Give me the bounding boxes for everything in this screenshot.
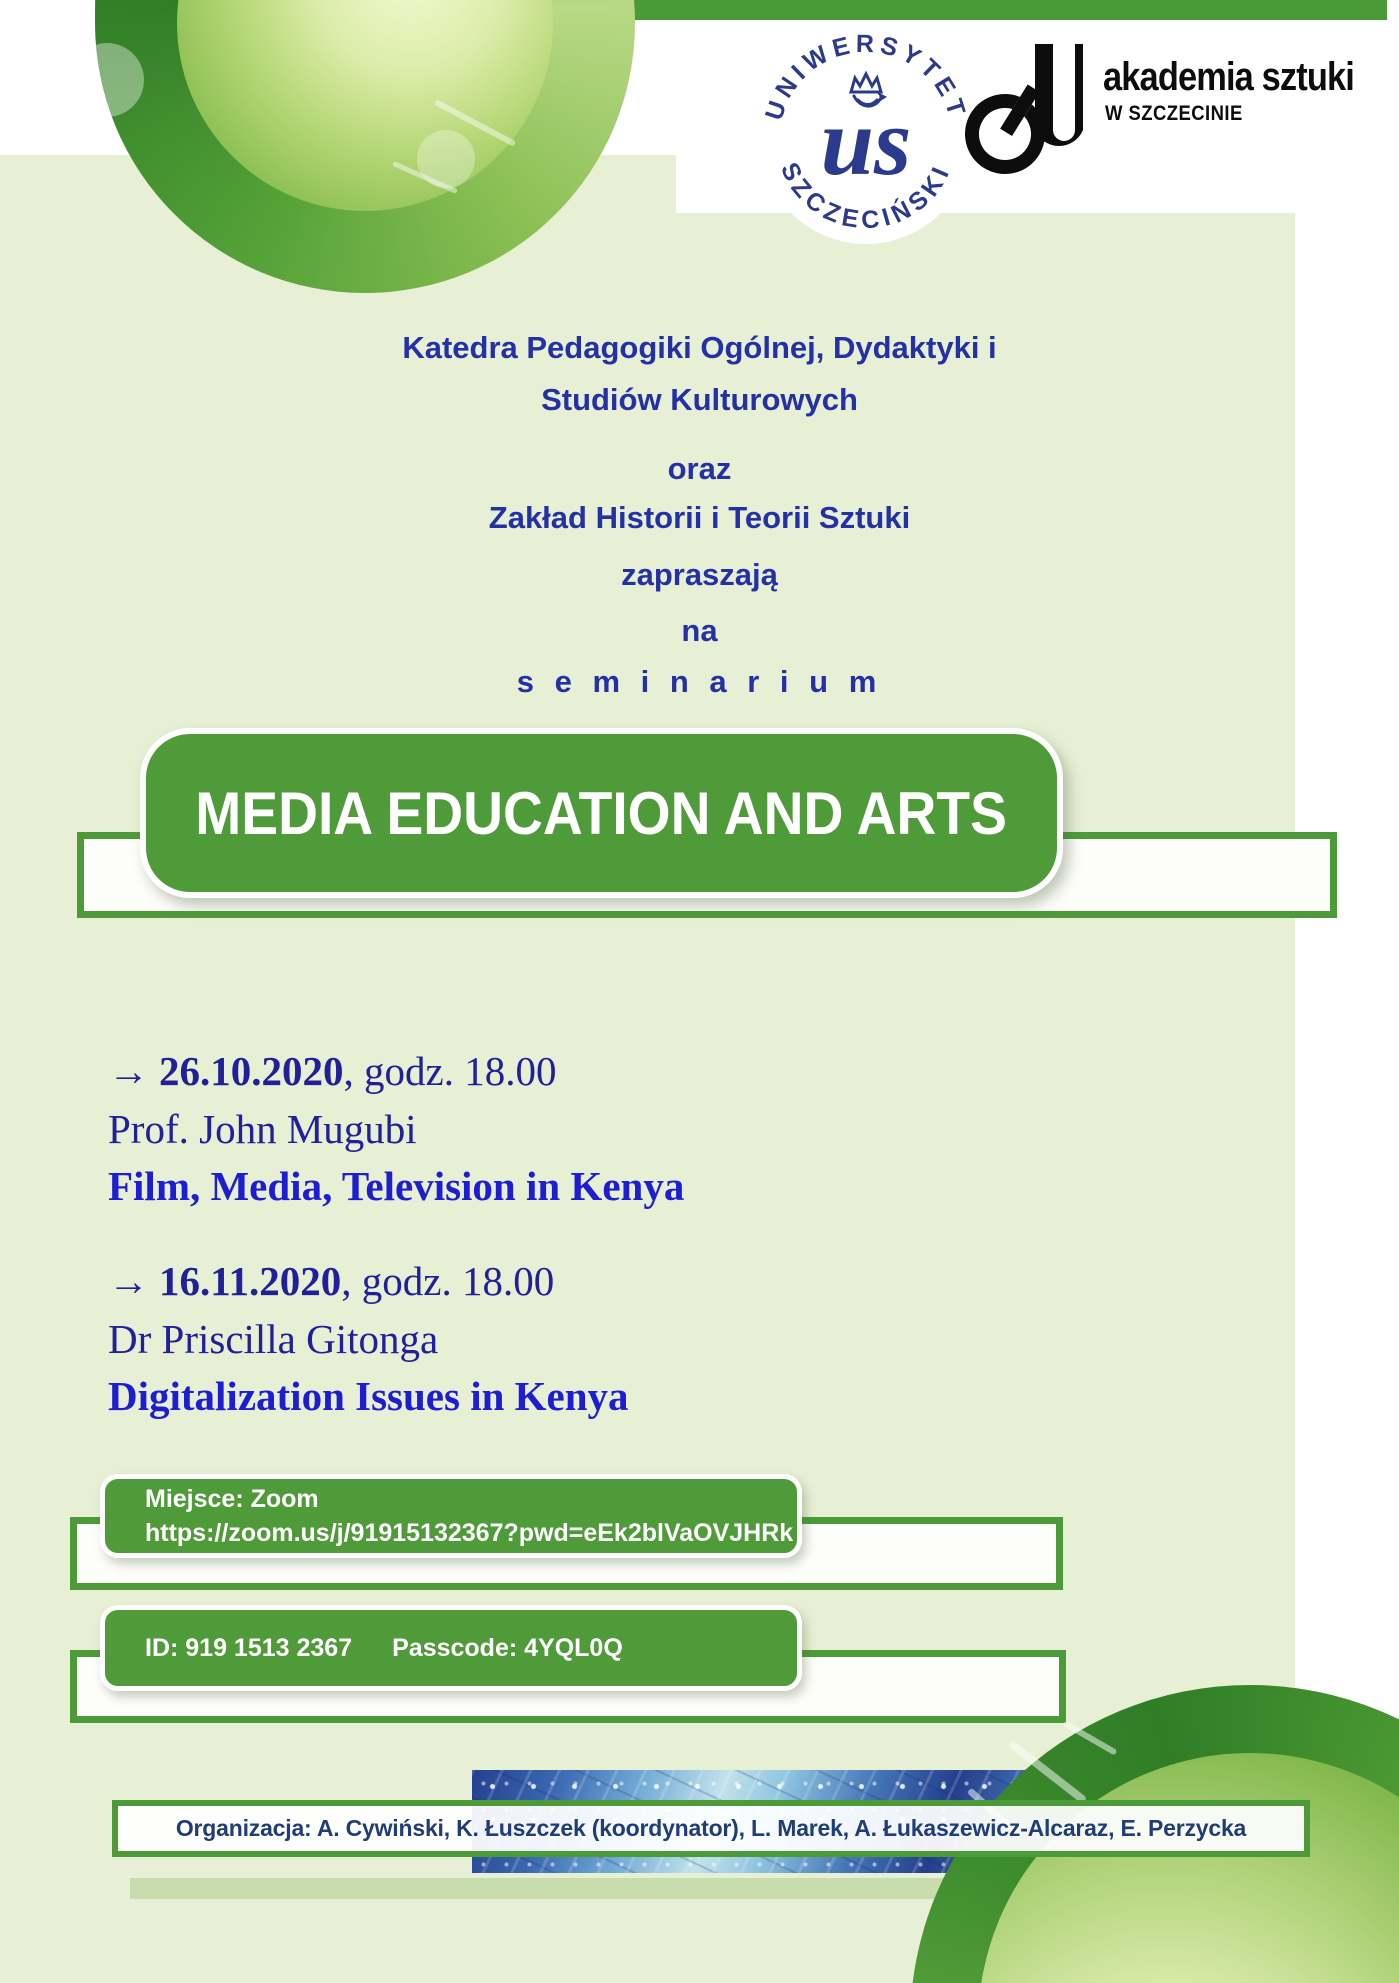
logo-arc-top-text: UNIWERSYTET <box>760 29 972 124</box>
invitation-line-1: Katedra Pedagogiki Ogólnej, Dydaktyki i <box>402 330 997 365</box>
akademia-sztuki-name: akademia sztuki <box>1103 55 1354 99</box>
organizers-text: Organizacja: A. Cywiński, K. Łuszczek (koordynator), L. Marek, A. Łukaszewicz-Alcaraz, E. Perzycka <box>175 1815 1247 1841</box>
event-2-time: , godz. 18.00 <box>341 1258 555 1304</box>
arrow-icon: → <box>108 1258 149 1304</box>
logo-monogram: us <box>820 88 912 195</box>
event-1-date-line <box>108 1047 556 1095</box>
meeting-place-box <box>100 1474 802 1558</box>
invitation-line-zapraszaja: zapraszają <box>621 557 778 592</box>
invitation-line-oraz: oraz <box>667 451 732 486</box>
event-2-speaker: Dr Priscilla Gitonga <box>108 1316 439 1362</box>
event-1-date: 26.10.2020 <box>159 1048 344 1094</box>
event-1-time: , godz. 18.00 <box>343 1048 557 1094</box>
event-2-date: 16.11.2020 <box>159 1258 342 1304</box>
logo-arc-bottom-text: SZCZECIŃSKI <box>775 158 957 235</box>
event-2-date-line <box>108 1257 554 1305</box>
meeting-passcode: Passcode: 4YQL0Q <box>392 1633 623 1662</box>
organizers-band <box>112 1800 1310 1857</box>
event-1-title: Film, Media, Television in Kenya <box>108 1163 685 1209</box>
akademia-sztuki-logo-mark <box>965 42 1083 187</box>
meeting-link[interactable]: https://zoom.us/j/91915132367?pwd=eEk2blVaOVJHRk <box>145 1518 794 1547</box>
invitation-line-na: na <box>681 613 718 648</box>
university-szczecin-logo <box>760 22 972 254</box>
arrow-icon: → <box>108 1048 149 1094</box>
meeting-id: ID: 919 1513 2367 <box>145 1633 353 1662</box>
meeting-place-label: Miejsce: Zoom <box>145 1484 319 1513</box>
event-2-title: Digitalization Issues in Kenya <box>108 1373 629 1419</box>
seminar-title: MEDIA EDUCATION AND ARTS <box>195 779 1008 847</box>
invitation-line-seminarium: s e m i n a r i u m <box>516 664 883 699</box>
pale-bubble-icon <box>70 43 144 117</box>
invitation-line-zaklad: Zakład Historii i Teorii Sztuki <box>488 500 911 535</box>
event-1-speaker: Prof. John Mugubi <box>108 1106 417 1152</box>
invitation-line-2: Studiów Kulturowych <box>541 382 858 417</box>
seminar-title-banner <box>140 728 1063 898</box>
akademia-sztuki-city: W SZCZECINIE <box>1105 102 1243 125</box>
meeting-credentials-box <box>100 1605 802 1691</box>
